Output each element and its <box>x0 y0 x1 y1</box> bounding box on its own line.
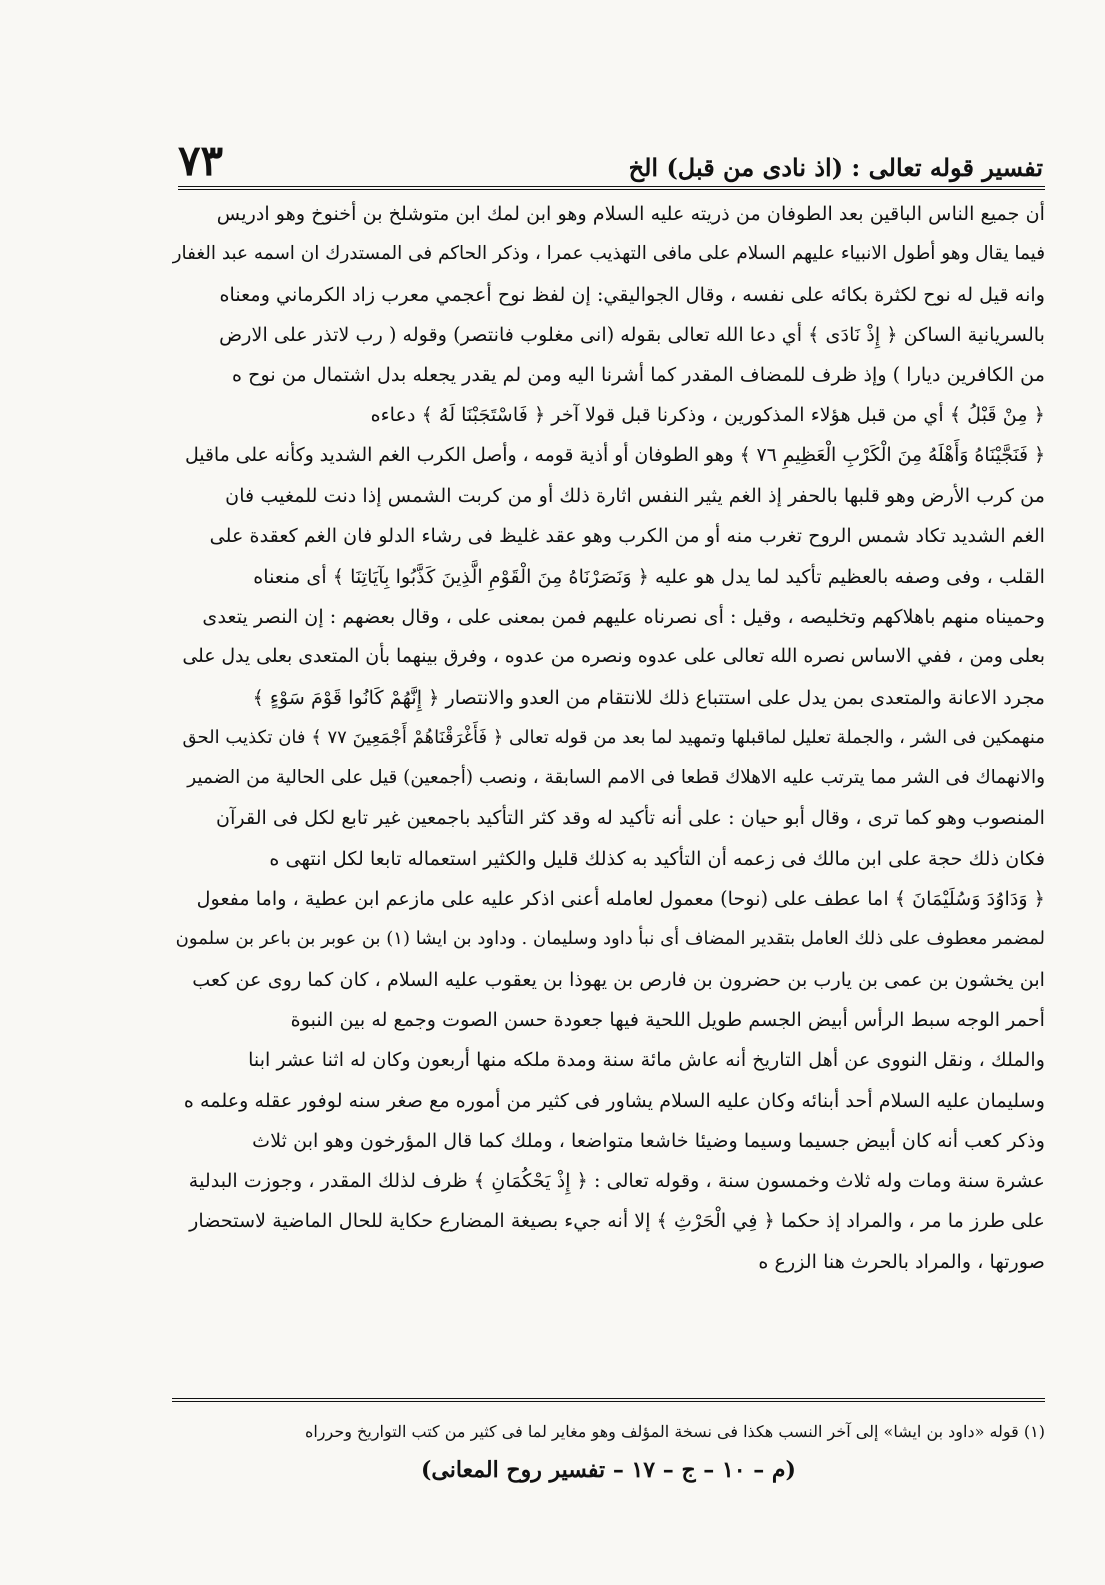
text-line: منهمكين فى الشر ، والجملة تعليل لماقبلها وتمهيد لما بعد من قوله تعالى ﴿ فَأَغْرَقْنَاهُمْ أَجْمَعِينَ ٧٧ ﴾ فان تكذيب الحق <box>182 726 1045 748</box>
text-line: بعلى ومن ، ففي الاساس نصره الله تعالى على عدوه ونصره من عدوه ، وفرق بينهما بأن المتعدى بعلى يدل على <box>182 646 1045 668</box>
text-line: ﴿ وَدَاوُدَ وَسُلَيْمَانَ ﴾ اما عطف على (نوحا) معمول لعامله أعنى اذكر عليه على مازعم ابن عطية ، واما مفعول <box>196 887 1045 911</box>
text-line: بالسريانية الساكن ﴿ إِذْ نَادَى ﴾ أي دعا الله تعالى بقوله (انى مغلوب فانتصر) وقوله ( رب لاتذر على الارض <box>219 322 1045 346</box>
text-line: أن جميع الناس الباقين بعد الطوفان من ذريته عليه السلام وهو ابن لمك ابن متوشلخ بن أخنوخ وهو ادريس <box>216 202 1045 225</box>
page-number: ٧٣ <box>178 136 224 185</box>
header-rule <box>178 186 1045 190</box>
body-text <box>172 194 1045 1282</box>
text-line: والانهماك فى الشر مما يترتب عليه الاهلاك قطعا فى الامم السابقة ، ونصب (أجمعين) قيل على الحالية من الضمير <box>187 767 1045 789</box>
text-line: من الكافرين ديارا ) وإذ ظرف للمضاف المقدر كما أشرنا اليه ومن لم يقدر يجعله بدل اشتمال من نوح ه <box>231 363 1045 387</box>
text-line: وسليمان عليه السلام أحد أبنائه وكان عليه السلام يشاور فى كثير من أموره مع صغر سنه لوفور عقله وعلمه ه <box>183 1088 1045 1112</box>
text-line: عشرة سنة ومات وله ثلاث وخمسون سنة ، وقوله تعالى : ﴿ إِذْ يَحْكُمَانِ ﴾ ظرف لذلك المقدر ، وجوزت البدلية <box>188 1169 1045 1193</box>
text-line: ﴿ فَنَجَّيْنَاهُ وَأَهْلَهُ مِنَ الْكَرْبِ الْعَظِيمِ ٧٦ ﴾ وهو الطوفان أو أذية قومه ، وأصل الكرب الغم الشديد وكأنه على ماقيل <box>184 444 1045 466</box>
text-line: الغم الشديد تكاد شمس الروح تغرب منه أو من الكرب وهو عقد غليظ فى رشاء الدلو فان الغم كعقدة على <box>209 524 1045 548</box>
running-title: تفسير قوله تعالى : (اذ نادى من قبل) الخ <box>628 153 1043 182</box>
text-line: وانه قيل له نوح لكثرة بكائه على نفسه ، وقال الجواليقي: إن لفظ نوح أعجمي معرب زاد الكرماني ومعناه <box>219 282 1045 306</box>
text-line: أحمر الوجه سبط الرأس أبيض الجسم طويل اللحية فيها جعودة حسن الصوت وجمع له بين النبوة <box>290 1007 1045 1031</box>
page-header <box>178 136 1043 185</box>
text-line: على طرز ما مر ، والمراد إذ حكما ﴿ فِي الْحَرْثِ ﴾ إلا أنه جيء بصيغة المضارع حكاية للحال الماضية لاستحضار <box>189 1209 1045 1233</box>
text-line: مجرد الاعانة والمتعدى بمن يدل على استتباع ذلك للانتقام من العدو والانتصار ﴿ إِنَّهُمْ كَانُوا قَوْمَ سَوْءٍ ﴾ <box>252 685 1045 709</box>
text-line: المنصوب وهو كما ترى ، وقال أبو حيان : على أنه تأكيد له وقد كثر التأكيد باجمعين غير تابع لكل فى القرآن <box>216 806 1045 830</box>
text-line: من كرب الأرض وهو قلبها بالحفر إذ الغم يثير النفس اثارة ذلك أو من كربت الشمس إذا دنت للمغيب فان <box>225 484 1045 508</box>
print-signature: (م – ١٠ – ج – ١٧ – تفسير روح المعانى) <box>421 1457 796 1483</box>
text-line: لمضمر معطوف على ذلك العامل بتقدير المضاف أى نبأ داود وسليمان . وداود بن ايشا (١) بن عوبر بن باعر بن سلمون <box>175 928 1045 950</box>
text-line: ﴿ مِنْ قَبْلُ ﴾ أي من قبل هؤلاء المذكورين ، وذكرنا قبل قولا آخر ﴿ فَاسْتَجَبْنَا لَهُ ﴾ دعاءه <box>370 403 1045 427</box>
text-line: والملك ، ونقل النووى عن أهل التاريخ أنه عاش مائة سنة ومدة ملكه منها أربعون وكان له اثنا عشر ابنا <box>248 1048 1045 1072</box>
text-line: وذكر كعب أنه كان أبيض جسيما وسيما وضيئا خاشعا متواضعا ، وملك كما قال المؤرخون وهو ابن ثلاث <box>252 1128 1045 1152</box>
text-line: صورتها ، والمراد بالحرث هنا الزرع ه <box>758 1249 1045 1273</box>
footnote: (١) قوله «داود بن ايشا» إلى آخر النسب هكذا فى نسخة المؤلف وهو مغاير لما فى كثير من كتب التواريخ وحرراه <box>304 1422 1045 1441</box>
text-line: وحميناه منهم باهلاكهم وتخليصه ، وقيل : أى نصرناه عليهم فمن بمعنى على ، وقال بعضهم : إن النصر يتعدى <box>202 604 1045 628</box>
text-line: القلب ، وفى وصفه بالعظيم تأكيد لما يدل هو عليه ﴿ وَنَصَرْنَاهُ مِنَ الْقَوْمِ الَّذِينَ كَذَّبُوا بِآيَاتِنَا ﴾ أى منعناه <box>253 564 1045 588</box>
text-line: ابن يخشون بن عمى بن يارب بن حضرون بن فارص بن يهوذا بن يعقوب عليه السلام ، كان كما روى عن كعب <box>192 967 1045 991</box>
text-line: فكان ذلك حجة على ابن مالك فى زعمه أن التأكيد به كذلك قليل والكثير استعماله تابعا لكل انتهى ه <box>269 846 1045 870</box>
footnote-rule <box>172 1398 1045 1402</box>
text-line: فيما يقال وهو أطول الانبياء عليهم السلام على مافى التهذيب عمرا ، وذكر الحاكم فى المستدرك ان اسمه عبد الغفار <box>172 243 1045 265</box>
